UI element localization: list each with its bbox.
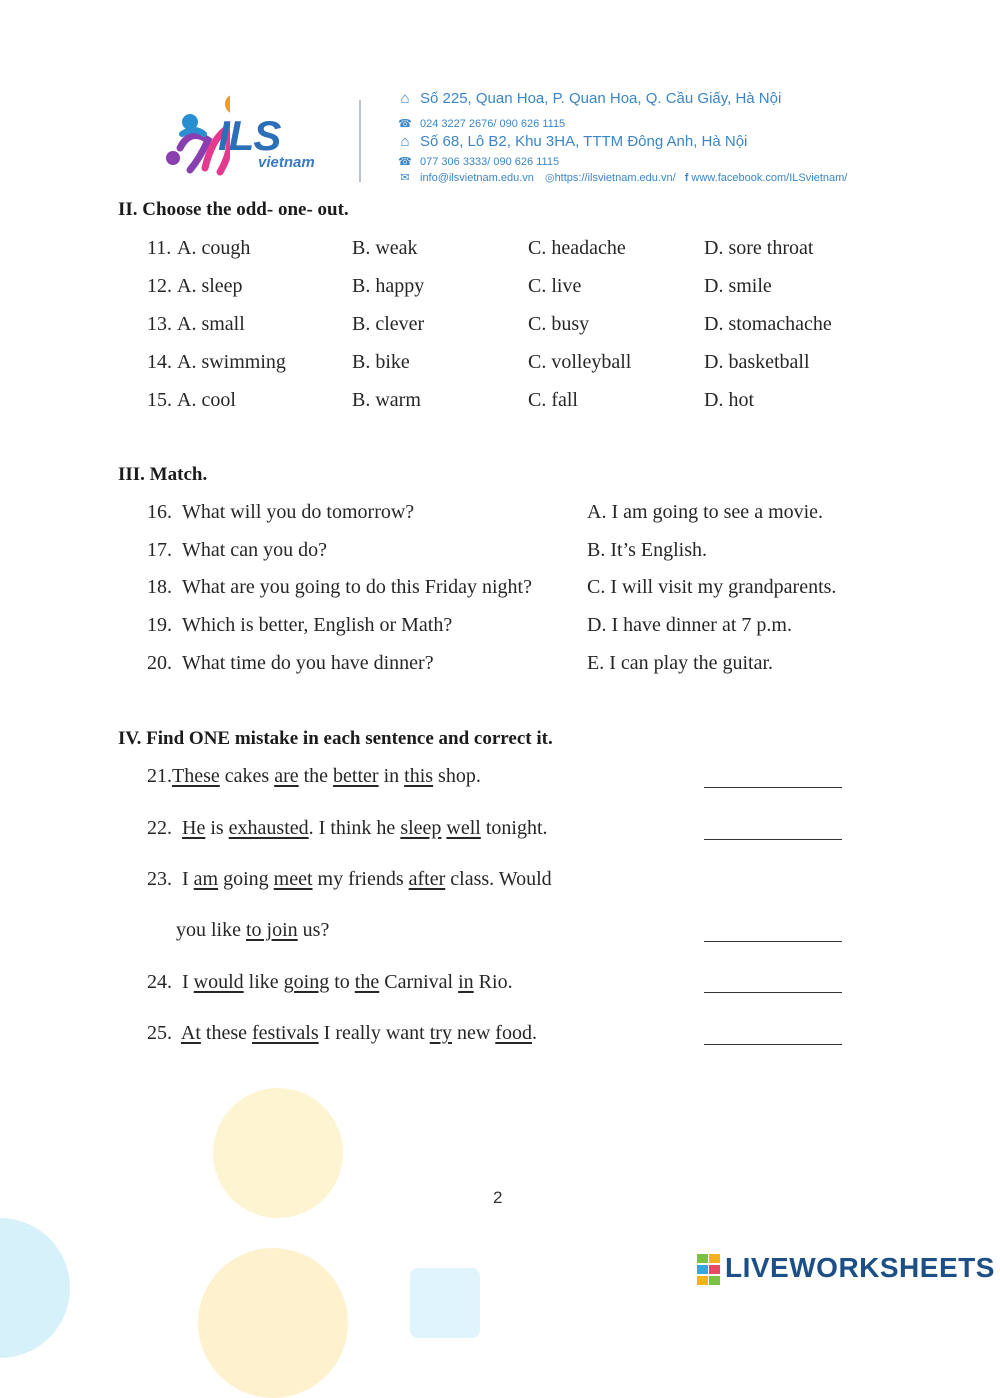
option-d: D. hot (704, 389, 754, 411)
underlined-word: exhausted (228, 817, 309, 839)
question-number: 13. (147, 313, 172, 335)
underlined-word: am (193, 868, 219, 890)
phone-icon: ☎ (398, 156, 412, 168)
option-b: B. happy (352, 275, 425, 297)
underlined-word: the (354, 971, 380, 993)
underlined-word: well (446, 817, 481, 839)
globe-icon: ◎ (544, 172, 555, 184)
sentence-21: 21.These cakes are the better in this shop. (147, 765, 481, 787)
facebook-link[interactable]: www.facebook.com/ILSvietnam/ (691, 172, 848, 184)
answer-blank-23[interactable] (704, 941, 842, 942)
underlined-word: meet (273, 868, 313, 890)
question-number: 15. (147, 389, 172, 411)
option-d: D. stomachache (704, 313, 832, 335)
home-icon: ⌂ (400, 133, 410, 150)
underlined-word: sleep (400, 817, 442, 839)
question-number: 18. (147, 576, 172, 598)
sentence-25: 25. At these festivals I really want try new food. (147, 1022, 537, 1044)
question-number: 11. (147, 237, 172, 259)
underlined-word: festivals (252, 1022, 319, 1044)
match-answer: A. I am going to see a movie. (587, 501, 824, 523)
watermark-shape-cyan (410, 1268, 480, 1338)
website-link[interactable]: https://ilsvietnam.edu.vn/ (554, 172, 676, 184)
match-answer: E. I can play the guitar. (587, 652, 774, 674)
contact-phone-1: ☎ 024 3227 2676/ 090 626 1115 (396, 117, 565, 130)
underlined-word: this (404, 765, 434, 787)
option-c: C. volleyball (528, 351, 632, 373)
option-b: B. bike (352, 351, 410, 373)
sentence-23-line-2: you like to join us? (176, 919, 330, 941)
sentence-23: 23. I am going meet my friends after class. Would (147, 868, 552, 890)
option-a: A. cough (177, 237, 251, 259)
contact-web-line (396, 171, 847, 184)
option-a: A. cool (177, 389, 236, 411)
sentence-22: 22. He is exhausted. I think he sleep well tonight. (147, 817, 548, 839)
underlined-word: going (283, 971, 330, 993)
option-d: D. basketball (704, 351, 810, 373)
page-number: 2 (493, 1188, 503, 1207)
question-number: 20. (147, 652, 172, 674)
answer-blank-25[interactable] (704, 1044, 842, 1045)
question-number: 19. (147, 614, 172, 636)
option-c: C. headache (528, 237, 626, 259)
mail-icon: ✉ (400, 172, 410, 184)
contact-phone-2: ☎ 077 306 3333/ 090 626 1115 (396, 155, 559, 168)
underlined-word: are (274, 765, 299, 787)
underlined-word: to join (246, 919, 298, 941)
option-d: D. smile (704, 275, 772, 297)
logo-subtitle: vietnam (258, 154, 315, 171)
home-icon: ⌂ (400, 90, 410, 107)
match-answer: B. It’s English. (587, 539, 708, 561)
email-link[interactable]: info@ilsvietnam.edu.vn (420, 172, 534, 184)
contact-address-1: ⌂ Số 225, Quan Hoa, P. Quan Hoa, Q. Cầu Giấy, Hà Nội (396, 90, 781, 107)
facebook-icon: f (684, 172, 689, 184)
match-question: What time do you have dinner? (182, 652, 434, 674)
underlined-word: food (495, 1022, 532, 1044)
match-question: Which is better, English or Math? (182, 614, 453, 636)
underlined-word: He (182, 817, 206, 839)
watermark-circle-yellow-2 (198, 1248, 348, 1398)
option-a: A. sleep (177, 275, 243, 297)
watermark-circle-cyan (0, 1218, 70, 1358)
underlined-word: try (429, 1022, 452, 1044)
option-a: A. small (177, 313, 245, 335)
watermark-circle-yellow (213, 1088, 343, 1218)
question-number: 12. (147, 275, 172, 297)
liveworksheets-wordmark: LIVEWORKSHEETS (725, 1252, 995, 1283)
option-b: B. clever (352, 313, 425, 335)
option-b: B. weak (352, 237, 418, 259)
question-number: 16. (147, 501, 172, 523)
section-3-title: III. Match. (118, 464, 208, 485)
logo-wordmark: ILS (218, 112, 281, 159)
ils-logo (160, 88, 340, 183)
underlined-word: At (180, 1022, 201, 1044)
answer-blank-22[interactable] (704, 839, 842, 840)
section-4-title: IV. Find ONE mistake in each sentence and correct it. (118, 728, 553, 749)
match-answer: C. I will visit my grandparents. (587, 576, 837, 598)
option-d: D. sore throat (704, 237, 814, 259)
underlined-word: better (333, 765, 379, 787)
liveworksheets-blocks-icon (697, 1254, 721, 1286)
underlined-word: These (172, 765, 220, 787)
sentence-24: 24. I would like going to the Carnival in Rio. (147, 971, 513, 993)
option-c: C. busy (528, 313, 590, 335)
underlined-word: would (193, 971, 244, 993)
option-a: A. swimming (177, 351, 286, 373)
match-answer: D. I have dinner at 7 p.m. (587, 614, 792, 636)
contact-info (396, 90, 876, 190)
header-divider (359, 100, 361, 182)
section-2-title: II. Choose the odd- one- out. (118, 199, 349, 220)
option-c: C. fall (528, 389, 578, 411)
underlined-word: after (408, 868, 446, 890)
match-question: What can you do? (182, 539, 327, 561)
contact-address-2: ⌂ Số 68, Lô B2, Khu 3HA, TTTM Đông Anh, Hà Nội (396, 133, 747, 150)
match-question: What are you going to do this Friday night? (182, 576, 532, 598)
answer-blank-21[interactable] (704, 787, 842, 788)
question-number: 17. (147, 539, 172, 561)
option-c: C. live (528, 275, 582, 297)
phone-icon: ☎ (398, 118, 412, 130)
option-b: B. warm (352, 389, 421, 411)
match-question: What will you do tomorrow? (182, 501, 415, 523)
answer-blank-24[interactable] (704, 992, 842, 993)
question-number: 14. (147, 351, 172, 373)
underlined-word: in (458, 971, 474, 993)
